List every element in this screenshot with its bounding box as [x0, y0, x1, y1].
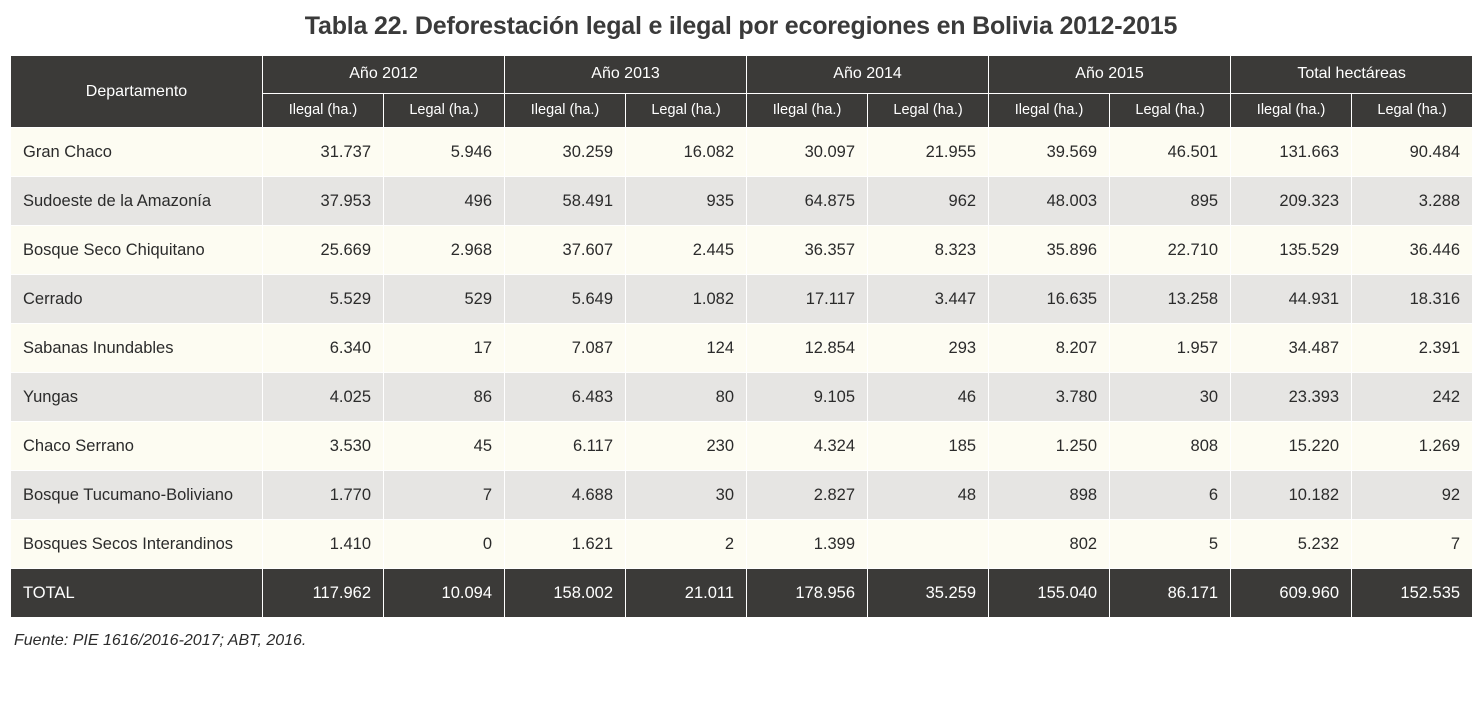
cell-value: 90.484	[1352, 128, 1473, 177]
cell-value: 30.097	[747, 128, 868, 177]
cell-value: 80	[626, 373, 747, 422]
subheader-2012-ilegal: Ilegal (ha.)	[263, 94, 384, 128]
table-row	[11, 226, 1473, 275]
cell-value: 22.710	[1110, 226, 1231, 275]
row-label: Sudoeste de la Amazonía	[11, 177, 263, 226]
cell-value: 58.491	[505, 177, 626, 226]
cell-value: 124	[626, 324, 747, 373]
table-body	[11, 128, 1473, 618]
table-row	[11, 324, 1473, 373]
cell-value: 21.955	[868, 128, 989, 177]
cell-value: 6.340	[263, 324, 384, 373]
group-header-total: Total hectáreas	[1231, 56, 1473, 94]
cell-value: 1.082	[626, 275, 747, 324]
cell-value: 962	[868, 177, 989, 226]
total-value: 178.956	[747, 569, 868, 618]
subheader-2015-ilegal: Ilegal (ha.)	[989, 94, 1110, 128]
cell-value: 293	[868, 324, 989, 373]
cell-value: 935	[626, 177, 747, 226]
cell-value: 2.827	[747, 471, 868, 520]
subheader-2013-ilegal: Ilegal (ha.)	[505, 94, 626, 128]
table-row	[11, 471, 1473, 520]
cell-value: 2.391	[1352, 324, 1473, 373]
cell-value: 1.770	[263, 471, 384, 520]
cell-value: 92	[1352, 471, 1473, 520]
subheader-2015-legal: Legal (ha.)	[1110, 94, 1231, 128]
total-value: 158.002	[505, 569, 626, 618]
row-label: Chaco Serrano	[11, 422, 263, 471]
cell-value	[868, 520, 989, 569]
cell-value: 1.410	[263, 520, 384, 569]
cell-value: 34.487	[1231, 324, 1352, 373]
subheader-total-legal: Legal (ha.)	[1352, 94, 1473, 128]
cell-value: 242	[1352, 373, 1473, 422]
cell-value: 3.447	[868, 275, 989, 324]
row-label: Bosque Tucumano-Boliviano	[11, 471, 263, 520]
table-row	[11, 373, 1473, 422]
cell-value: 46.501	[1110, 128, 1231, 177]
cell-value: 30.259	[505, 128, 626, 177]
cell-value: 7	[1352, 520, 1473, 569]
cell-value: 37.953	[263, 177, 384, 226]
cell-value: 0	[384, 520, 505, 569]
table-row	[11, 422, 1473, 471]
cell-value: 15.220	[1231, 422, 1352, 471]
cell-value: 131.663	[1231, 128, 1352, 177]
column-header-departamento: Departamento	[11, 56, 263, 128]
cell-value: 17.117	[747, 275, 868, 324]
cell-value: 36.446	[1352, 226, 1473, 275]
cell-value: 64.875	[747, 177, 868, 226]
total-value: 609.960	[1231, 569, 1352, 618]
cell-value: 4.025	[263, 373, 384, 422]
cell-value: 7	[384, 471, 505, 520]
cell-value: 86	[384, 373, 505, 422]
table-row	[11, 177, 1473, 226]
subheader-2014-legal: Legal (ha.)	[868, 94, 989, 128]
cell-value: 12.854	[747, 324, 868, 373]
table-row	[11, 128, 1473, 177]
group-header-2015: Año 2015	[989, 56, 1231, 94]
cell-value: 16.635	[989, 275, 1110, 324]
total-value: 155.040	[989, 569, 1110, 618]
cell-value: 16.082	[626, 128, 747, 177]
cell-value: 23.393	[1231, 373, 1352, 422]
cell-value: 209.323	[1231, 177, 1352, 226]
table-header	[11, 56, 1473, 128]
cell-value: 30	[626, 471, 747, 520]
subheader-2012-legal: Legal (ha.)	[384, 94, 505, 128]
source-note: Fuente: PIE 1616/2016-2017; ABT, 2016.	[14, 632, 307, 649]
cell-value: 31.737	[263, 128, 384, 177]
cell-value: 8.323	[868, 226, 989, 275]
cell-value: 808	[1110, 422, 1231, 471]
subheader-2014-ilegal: Ilegal (ha.)	[747, 94, 868, 128]
page-title: Tabla 22. Deforestación legal e ilegal por ecoregiones en Bolivia 2012-2015	[304, 12, 1178, 40]
cell-value: 10.182	[1231, 471, 1352, 520]
cell-value: 1.621	[505, 520, 626, 569]
cell-value: 895	[1110, 177, 1231, 226]
cell-value: 5.232	[1231, 520, 1352, 569]
cell-value: 48.003	[989, 177, 1110, 226]
row-label: Bosques Secos Interandinos	[11, 520, 263, 569]
row-label: Gran Chaco	[11, 128, 263, 177]
cell-value: 185	[868, 422, 989, 471]
subheader-total-ilegal: Ilegal (ha.)	[1231, 94, 1352, 128]
cell-value: 45	[384, 422, 505, 471]
cell-value: 44.931	[1231, 275, 1352, 324]
cell-value: 7.087	[505, 324, 626, 373]
cell-value: 1.250	[989, 422, 1110, 471]
cell-value: 13.258	[1110, 275, 1231, 324]
cell-value: 2.445	[626, 226, 747, 275]
deforestation-table	[10, 55, 1473, 618]
cell-value: 6.483	[505, 373, 626, 422]
total-value: 21.011	[626, 569, 747, 618]
row-label: Sabanas Inundables	[11, 324, 263, 373]
subheader-2013-legal: Legal (ha.)	[626, 94, 747, 128]
total-value: 117.962	[263, 569, 384, 618]
table-total-row	[11, 569, 1473, 618]
total-value: 86.171	[1110, 569, 1231, 618]
table-header-row-groups	[11, 56, 1473, 94]
cell-value: 230	[626, 422, 747, 471]
cell-value: 1.399	[747, 520, 868, 569]
cell-value: 2.968	[384, 226, 505, 275]
cell-value: 2	[626, 520, 747, 569]
cell-value: 8.207	[989, 324, 1110, 373]
cell-value: 6	[1110, 471, 1231, 520]
row-label: Cerrado	[11, 275, 263, 324]
cell-value: 36.357	[747, 226, 868, 275]
cell-value: 5	[1110, 520, 1231, 569]
cell-value: 529	[384, 275, 505, 324]
cell-value: 5.946	[384, 128, 505, 177]
cell-value: 1.269	[1352, 422, 1473, 471]
group-header-2012: Año 2012	[263, 56, 505, 94]
cell-value: 3.530	[263, 422, 384, 471]
cell-value: 18.316	[1352, 275, 1473, 324]
cell-value: 898	[989, 471, 1110, 520]
cell-value: 48	[868, 471, 989, 520]
total-value: 35.259	[868, 569, 989, 618]
cell-value: 3.288	[1352, 177, 1473, 226]
cell-value: 5.529	[263, 275, 384, 324]
cell-value: 17	[384, 324, 505, 373]
row-label-total: TOTAL	[11, 569, 263, 618]
cell-value: 4.324	[747, 422, 868, 471]
cell-value: 1.957	[1110, 324, 1231, 373]
cell-value: 39.569	[989, 128, 1110, 177]
cell-value: 135.529	[1231, 226, 1352, 275]
cell-value: 46	[868, 373, 989, 422]
table-row	[11, 275, 1473, 324]
cell-value: 6.117	[505, 422, 626, 471]
row-label: Yungas	[11, 373, 263, 422]
group-header-2014: Año 2014	[747, 56, 989, 94]
cell-value: 37.607	[505, 226, 626, 275]
row-label: Bosque Seco Chiquitano	[11, 226, 263, 275]
cell-value: 30	[1110, 373, 1231, 422]
cell-value: 9.105	[747, 373, 868, 422]
cell-value: 4.688	[505, 471, 626, 520]
group-header-2013: Año 2013	[505, 56, 747, 94]
cell-value: 3.780	[989, 373, 1110, 422]
cell-value: 5.649	[505, 275, 626, 324]
cell-value: 35.896	[989, 226, 1110, 275]
cell-value: 802	[989, 520, 1110, 569]
cell-value: 496	[384, 177, 505, 226]
cell-value: 25.669	[263, 226, 384, 275]
total-value: 152.535	[1352, 569, 1473, 618]
total-value: 10.094	[384, 569, 505, 618]
table-row	[11, 520, 1473, 569]
